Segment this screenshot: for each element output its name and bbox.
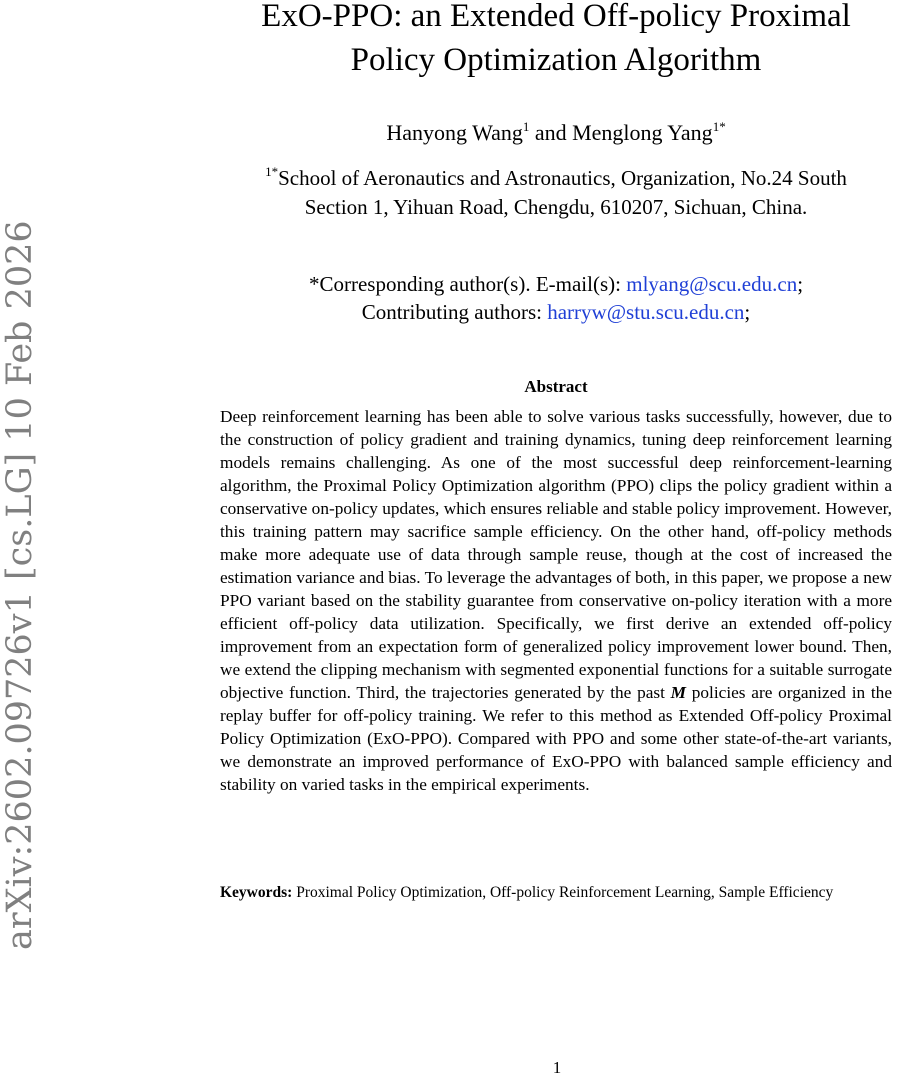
arxiv-identifier-stamp: arXiv:2602.09726v1 [cs.LG] 10 Feb 2026 [0, 220, 40, 950]
affiliation-line-2: Section 1, Yihuan Road, Chengdu, 610207, Sichuan, China. [304, 195, 808, 219]
affiliation-mark: 1* [265, 164, 279, 179]
author-connector: and [529, 120, 573, 145]
author-2-affiliation-mark: 1* [712, 119, 726, 134]
corresponding-label: *Corresponding author(s). E-mail(s): [308, 272, 627, 296]
keywords-section [220, 882, 860, 903]
abstract-m-symbol: M [670, 683, 687, 702]
abstract-text [220, 405, 892, 796]
paper-title [205, 0, 906, 82]
author-1-affiliation-mark: 1 [522, 119, 530, 134]
page-number: 1 [552, 1058, 562, 1077]
author-list [205, 118, 906, 148]
abstract-text-part-2: policies are organized in the replay buffer for off-policy training. We refer to this method as Extended Off-policy Proximal Policy Optimization (ExO-PPO). Compared with PPO and some other state-of-the-art variants, we demonstrate an improved performance of ExO-PPO with balanced sample efficiency and stability on varied tasks in the empirical experiments. [220, 683, 892, 794]
keywords-label: Keywords: [220, 884, 293, 901]
contributing-email-link[interactable]: harryw@stu.scu.edu.cn [547, 300, 745, 324]
title-line-2: Policy Optimization Algorithm [350, 42, 762, 78]
affiliation [200, 164, 906, 222]
correspondence-block [205, 270, 906, 326]
keywords-text: Proximal Policy Optimization, Off-policy Reinforcement Learning, Sample Efficiency [292, 884, 834, 901]
author-2-name: Menglong Yang [572, 120, 713, 145]
abstract-text-part-1: Deep reinforcement learning has been able to solve various tasks successfully, however, due to the construction of policy gradient and training dynamics, tuning deep reinforcement learning models remains challenging. As one of the most successful deep reinforcement-learning algorithm, the Proximal Policy Optimization algorithm (PPO) clips the policy gradient within a conservative on-policy updates, which ensures reliable and stable policy improvement. However, this training pattern may sacrifice sample efficiency. On the other hand, off-policy methods make more adequate use of data through sample reuse, though at the cost of increased the estimation variance and bias. To leverage the advantages of both, in this paper, we propose a new PPO variant based on the stability guarantee from conservative on-policy iteration with a more efficient off-policy data utilization. Specifically, we first derive an extended off-policy improvement from an expectation form of generalized policy improvement lower bound. Then, we extend the clipping mechanism with segmented exponential functions for a suitable surrogate objective function. Third, the trajectories generated by the past [220, 407, 893, 702]
corresponding-suffix: ; [797, 272, 804, 296]
title-line-1: ExO-PPO: an Extended Off-policy Proximal [261, 0, 851, 34]
contributing-suffix: ; [744, 300, 751, 324]
contributing-label: Contributing authors: [361, 300, 548, 324]
corresponding-email-link[interactable]: mlyang@scu.edu.cn [626, 272, 798, 296]
author-1-name: Hanyong Wang [386, 120, 523, 145]
affiliation-line-1: School of Aeronautics and Astronautics, Organization, No.24 South [278, 166, 847, 190]
abstract-heading: Abstract [524, 377, 588, 396]
